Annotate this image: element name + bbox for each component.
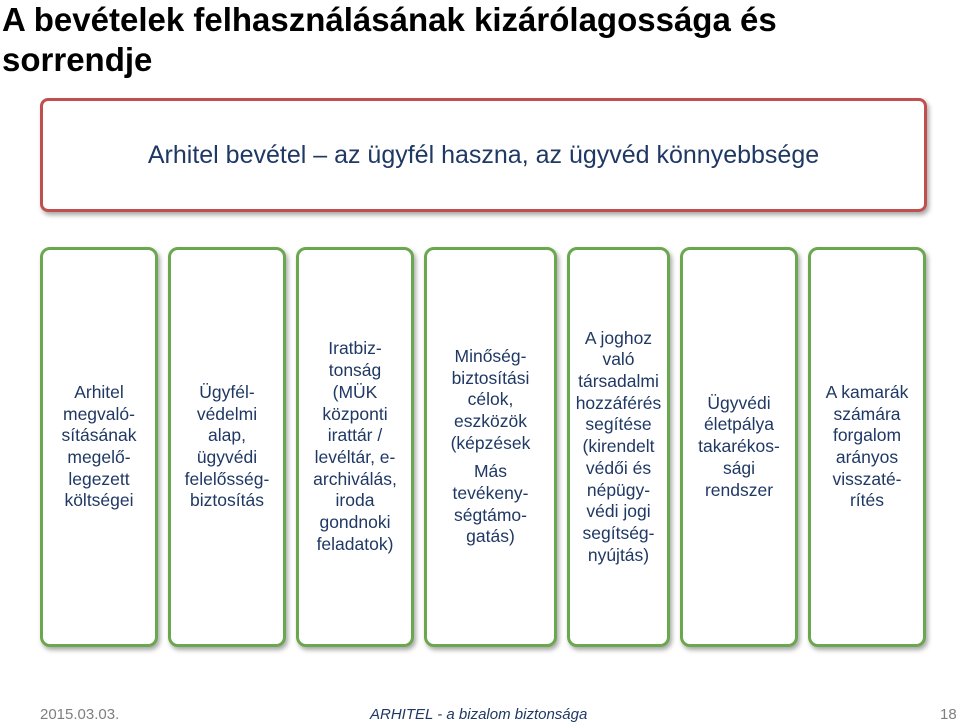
column-line: sági [722,457,756,478]
column-line: segítség- [582,522,655,543]
page-title-line-1: A bevételek felhasználásának kizárólagossága és [2,1,777,38]
page-number: 18 [940,706,957,723]
column-line: alap, [208,425,246,446]
column-line: tonság [328,360,382,381]
column-line: visszaté- [832,468,902,489]
column-line: népügy- [586,479,651,500]
column-line: arányos [835,447,899,467]
page-title-line-2: sorrendje [2,41,153,78]
column-line: A joghoz [584,327,653,348]
column-line: felelősség- [184,468,270,489]
column-line: legezett [68,468,130,489]
footer-date: 2015.03.03. [40,706,120,723]
column-line: forgalom [832,425,902,446]
column-1 [40,247,158,647]
column-line: levéltár, e- [314,447,396,467]
column-line: ségtámo- [454,504,527,525]
column-6 [680,247,798,647]
column-line: sításának [61,425,137,446]
column-line: Arhitel [74,381,124,402]
summary-text: Arhitel bevétel – az ügyfél haszna, az ügyvéd könnyebbsége [147,140,820,169]
column-line: A kamarák [825,381,909,402]
column-6-text [698,393,780,502]
column-1-text [62,382,137,512]
column-line: rendszer [704,479,774,500]
column-line: megelő- [67,447,131,467]
column-line: tevékeny- [452,483,529,504]
column-line: gatás) [466,526,515,547]
column-line: Ügyvédi [707,392,771,413]
column-line: való [602,349,635,370]
column-7 [808,247,926,647]
column-line: védelmi [196,403,258,424]
column-2-text [185,382,270,512]
summary-box [40,98,927,212]
column-4 [424,247,557,647]
column-line: védi jogi [586,501,651,522]
column-line: védői és [585,457,652,478]
footer-title: ARHITEL - a bizalom biztonsága [370,706,588,723]
column-line: számára [833,403,901,424]
column-line: Más [473,461,508,482]
column-line: életpálya [703,414,775,435]
column-line: Iratbiz- [328,338,382,359]
column-7-text [826,382,909,512]
column-line: irattár / [327,425,383,446]
column-line: hozzáférés [575,392,662,413]
column-line: Minőség- [454,345,527,366]
column-line: társadalmi [578,371,659,392]
column-line: ügyvédi [196,447,258,467]
column-line: (képzések [450,432,531,453]
column-line: archiválás, [313,468,397,489]
column-line: Ügyfél- [199,381,255,402]
page-title [2,0,952,80]
column-4-text [451,346,531,548]
column-line: iroda [335,490,375,511]
column-line: központi [322,403,388,424]
column-line: (MÜK [332,381,378,402]
column-5-text [576,328,662,567]
column-line: (kirendelt [582,436,655,457]
column-line: takarékos- [698,436,780,457]
column-line: megvaló- [63,403,135,424]
column-2 [168,247,286,647]
column-line: rítés [849,490,885,511]
column-3-text [313,338,397,555]
column-line: eszközök [454,410,527,431]
column-line: gondnoki [319,512,391,533]
column-3 [296,247,414,647]
column-line: segítése [585,414,652,435]
column-line: biztosítás [190,490,264,511]
column-line: nyújtás) [587,544,650,565]
column-line: célok, [467,389,514,410]
spacer [451,454,531,461]
column-line: biztosítási [451,367,530,388]
column-line: feladatok) [316,533,394,554]
column-line: költségei [64,490,134,511]
column-5 [567,247,670,647]
